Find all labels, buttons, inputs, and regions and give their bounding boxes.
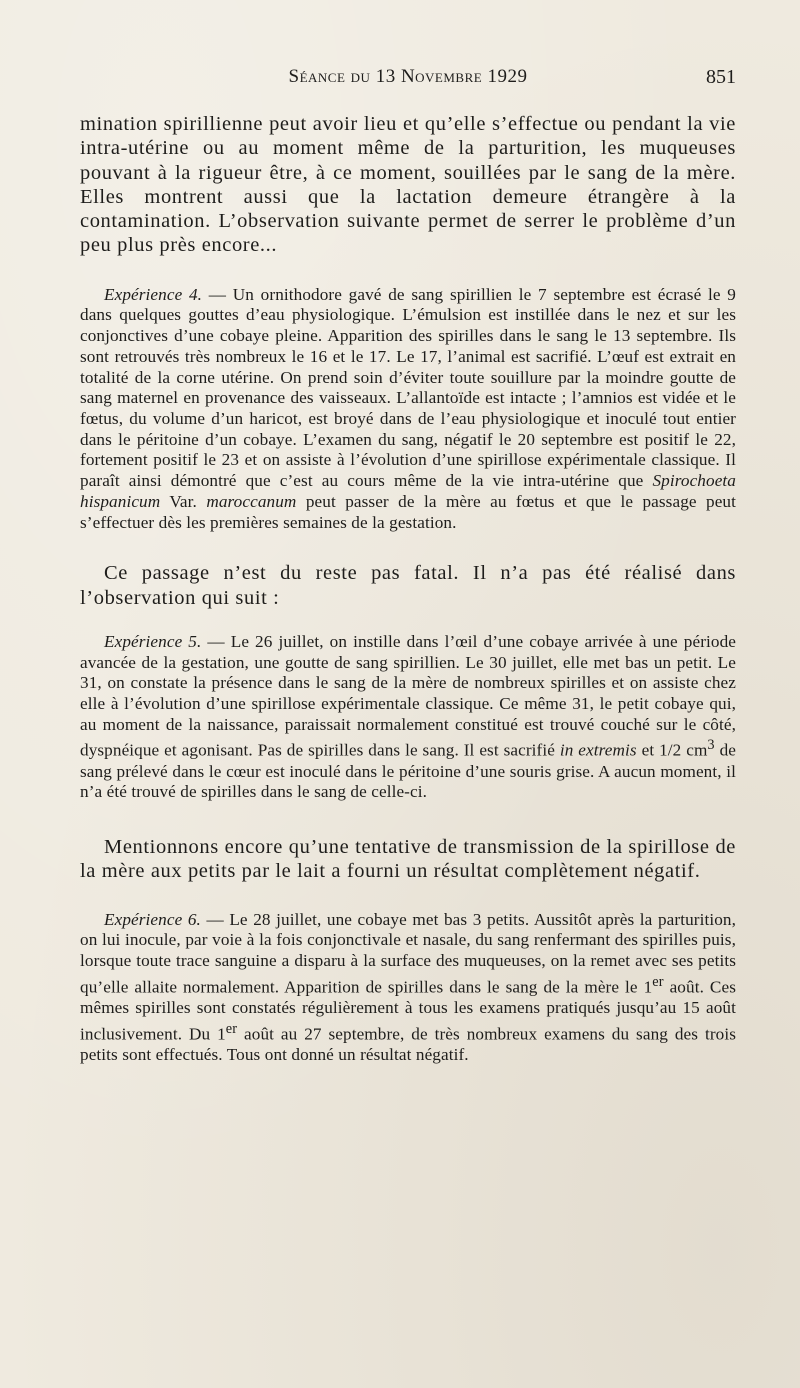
variety-abbrev: Var. <box>160 491 207 511</box>
experiment-5-text: — Le 26 juillet, on instille dans l’œil d’une cobaye arrivée à une période avancée de la gestation, une goutte de sang spirillien. Le 30 juillet, elle met bas un petit. Le 31, on constate la présence dans le sang de la mère de nombreux spirilles et on assiste chez elle à l’évolution d’une spirillose expérimentale classique. Ce même 31, le petit cobaye qui, au moment de la naissance, paraissait normalement constitué est trouvé couché sur le côté, dyspnéique et agonisant. Pas de spirilles dans le sang. Il est sacrifié <box>80 631 737 761</box>
experiment-6-text: — Le 28 juillet, une cobaye met bas 3 petits. Aussitôt après la parturition, on lui inocule, par voie à la fois conjonctivale et nasale, du sang renfermant des spirilles puis, lorsque toute trace sanguine a disparu à la surface des muqueuses, on la remet avec ses petits qu’elle allaite normalement. Apparition de spirilles dans le sang de la mère le 1 <box>80 909 736 997</box>
experiment-4-label: Expérience 4. <box>104 284 203 304</box>
cubic-superscript: 3 <box>707 737 715 754</box>
experiment-4-end: peut passer de la mère au fœtus et que le passage peut s’effectuer dès les premières semaines de la gestation. <box>80 491 736 532</box>
experiment-6-mid: août. Ces mêmes spirilles sont constatés régulièrement à tous les examens pratiqués jusqu’au 15 août inclusivement. Du 1 <box>80 977 736 1044</box>
experiment-5-end: de sang prélevé dans le cœur est inoculé dans le péritoine d’une souris grise. A aucun moment, il n’a été trouvé de spirilles dans le sang de celle-ci. <box>80 741 736 802</box>
experiment-6-label: Expérience 6. <box>104 909 201 929</box>
ordinal-superscript: er <box>652 973 664 990</box>
variety-name: maroccanum <box>206 491 297 511</box>
experiment-5-mid: et 1/2 cm <box>636 741 708 761</box>
experiment-4-paragraph <box>80 285 736 533</box>
ordinal-superscript: er <box>225 1021 238 1038</box>
species-name: Spirochoeta hispanicum <box>80 471 736 511</box>
experiment-4-text: — Un ornithodore gavé de sang spirillien le 7 septembre est écrasé le 9 dans quelques gouttes d’eau physiologique. L’émulsion est instillée dans le nez et sur les conjonctives d’une cobaye pleine. Apparition des spirilles dans le sang le 13 septembre. Ils sont retrouvés très nombreux le 16 et le 17. Le 17, l’animal est sacrifié. L’œuf est extrait en totalité de la corne utérine. On prend soin d’éviter toute souillure par la moindre goutte de sang maternel en provenance des vaisseaux. L’allantoïde est intacte ; l’amnios est vidée et le fœtus, du volume d’un haricot, est broyé dans de l’eau physiologique et inoculé tout entier dans le péritoine d’un cobaye. L’examen du sang, négatif le 20 septembre est positif le 22, fortement positif le 23 et on assiste à l’évolution d’une spirillose expérimentale classique. Il paraît ainsi démontré que c’est au cours même de la vie intra-utérine que <box>80 284 736 491</box>
paragraph-continuation: mination spirillienne peut avoir lieu et qu’elle s’effectue ou pendant la vie intra-utérine ou au moment même de la parturition, les muqueuses pouvant à la rigueur être, à ce moment, souillées par le sang de la mère. Elles montrent aussi que la lactation demeure étrangère à la contamination. L’observation suivante permet de serrer le problème d’un peu plus près encore... <box>80 113 736 257</box>
page-number: 851 <box>706 66 736 88</box>
page-body <box>80 112 736 1066</box>
page-header <box>80 66 736 94</box>
experiment-5-label: Expérience 5. <box>104 631 202 651</box>
experiment-5-paragraph <box>80 632 736 803</box>
latin-phrase: in extremis <box>559 741 637 761</box>
experiment-6-end: août au 27 septembre, de très nombreux examens du sang des trois petits sont effectués. Tous ont donné un résultat négatif. <box>80 1024 737 1065</box>
experiment-6-paragraph <box>80 910 736 1066</box>
paragraph-passage: Ce passage n’est du reste pas fatal. Il n’a pas été réalisé dans l’observation qui suit : <box>80 562 736 609</box>
running-head: Séance du 13 Novembre 1929 <box>288 66 528 87</box>
paragraph-lactation: Mentionnons encore qu’une tentative de transmission de la spirillose de la mère aux petits par le lait a fourni un résultat complètement négatif. <box>80 836 736 883</box>
